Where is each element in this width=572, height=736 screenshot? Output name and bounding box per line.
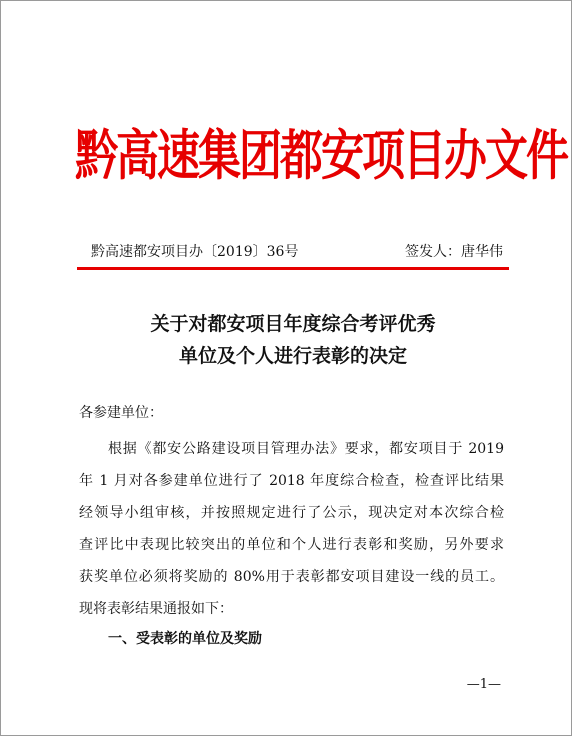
salutation: 各参建单位： — [79, 405, 163, 421]
page-number: —1— — [466, 677, 501, 692]
document-title-line-1: 关于对都安项目年度综合考评优秀 — [150, 313, 436, 335]
red-divider-line — [77, 267, 509, 270]
body-line: 年 1 月对各参建单位进行了 2018 年度综合检查，检查评比结果 — [79, 473, 504, 489]
body-line: 根据《都安公路建设项目管理办法》要求，都安项目于 2019 — [108, 441, 504, 457]
document-number: 黔高速都安项目办〔2019〕36号 — [91, 244, 299, 260]
body-line: 现将表彰结果通报如下： — [79, 601, 233, 617]
signer: 签发人：唐华伟 — [405, 244, 503, 260]
document-title-line-2: 单位及个人进行表彰的决定 — [178, 345, 407, 367]
body-line: 获奖单位必须将奖励的 80%用于表彰都安项目建设一线的员工。 — [79, 569, 504, 585]
body-line: 经领导小组审核，并按照规定进行了公示，现决定对本次综合检 — [79, 505, 504, 521]
body-line: 查评比中表现比较突出的单位和个人进行表彰和奖励，另外要求 — [79, 537, 504, 553]
red-header-title: 黔高速集团都安项目办文件 — [75, 125, 567, 188]
section-heading: 一、受表彰的单位及奖励 — [108, 631, 262, 647]
